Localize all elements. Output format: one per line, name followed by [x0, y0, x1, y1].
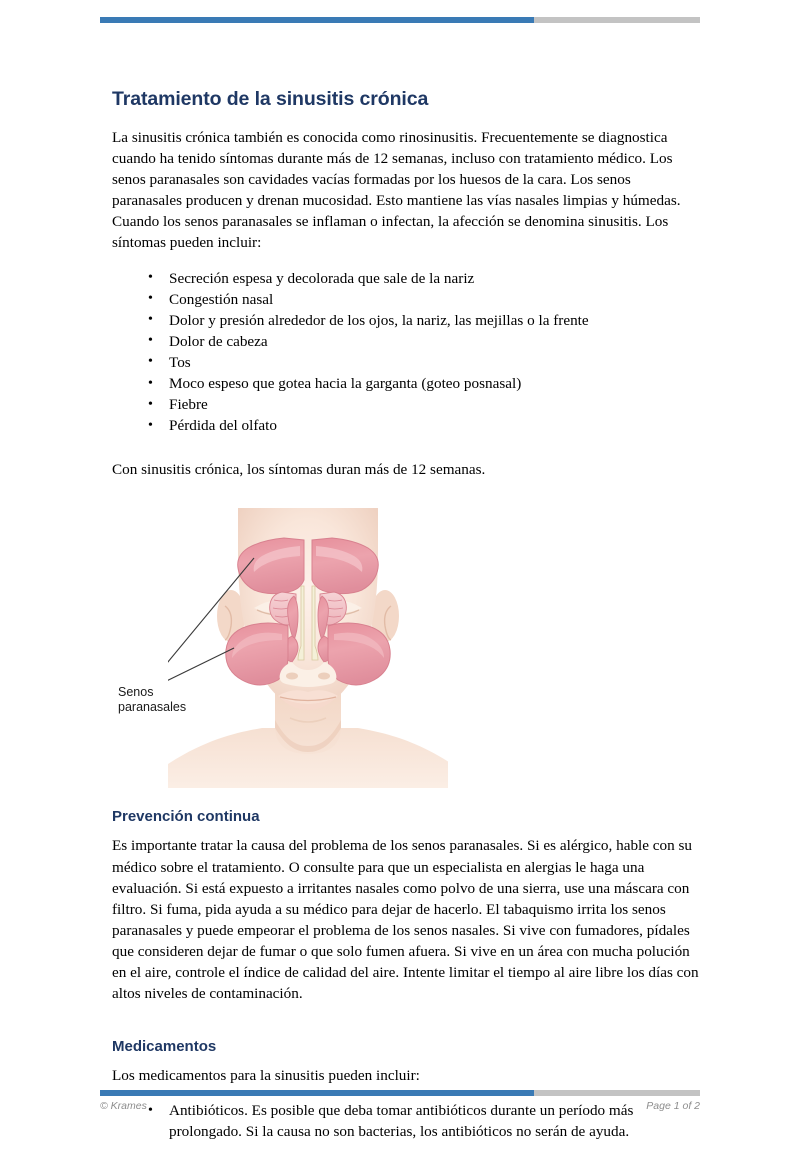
symptoms-list: [112, 268, 704, 437]
page-title: Tratamiento de la sinusitis crónica: [112, 88, 429, 110]
intro-paragraph: La sinusitis crónica también es conocida como rinosinusitis. Frecuentemente se diagnostica cuando ha tenido síntomas durante más de 12 semanas, incluso con tratamiento médico. Los senos paranasales son cavidades vacías formadas por los huesos de la cara. Los senos paranasales producen y drenan mucosidad. Esto mantiene las vías nasales limpias y húmedas. Cuando los senos paranasales se inflaman o infectan, la afección se denomina sinusitis. Los síntomas pueden incluir:: [112, 129, 681, 252]
page-footer: [100, 1100, 700, 1112]
header-rule-track: [534, 17, 700, 23]
figure-clip-group: [148, 496, 452, 788]
page-number: Page 1 of 2: [646, 1100, 700, 1112]
list-item: • Fiebre: [148, 394, 704, 415]
list-item: • Pérdida del olfato: [148, 415, 704, 436]
header-rule-accent: [100, 17, 534, 23]
figure-label-line1: Senos: [118, 685, 154, 700]
list-item: • Secreción espesa y decolorada que sale de la nariz: [148, 268, 704, 289]
nostril-right: [318, 673, 330, 680]
figure-label-line2: paranasales: [118, 700, 187, 715]
head-top-crop: [232, 496, 384, 508]
list-item: • Antibióticos. Es posible que deba tomar antibióticos durante un período más prolongado. Si la causa no son bacterias, los antibióticos no serán de ayuda.: [148, 1100, 704, 1142]
sinus-anatomy-illustration: [112, 496, 704, 788]
list-item: • Congestión nasal: [148, 289, 704, 310]
list-item: • Moco espeso que gotea hacia la garganta (goteo posnasal): [148, 373, 704, 394]
section-heading-medicamentos: Medicamentos: [112, 1038, 217, 1056]
section-paragraph-medicamentos: Los medicamentos para la sinusitis pueden incluir:: [112, 1067, 420, 1085]
section-heading-prevencion: Prevención continua: [112, 808, 260, 826]
sinus-anatomy-figure: [112, 496, 704, 788]
duration-note: Con sinusitis crónica, los síntomas duran más de 12 semanas.: [112, 461, 486, 479]
copyright-text: © Krames: [100, 1100, 147, 1112]
list-item: • Tos: [148, 352, 704, 373]
document-body: [112, 88, 704, 1156]
footer-rule-accent: [100, 1090, 534, 1096]
header-rule: [100, 17, 700, 23]
section-paragraph-prevencion: Es importante tratar la causa del problema de los senos paranasales. Si es alérgico, hable con su médico sobre el tratamiento. O consulte para que un especialista en alergias le haga una evaluación. Si está expuesto a irritantes nasales como polvo de una sierra, use una máscara con filtro. Si fuma, pida ayuda a su médico para dejar de hacerlo. El tabaquismo irrita los senos paranasales y puede empeorar el problema de los senos nasales. Si vive con fumadores, pídales que consideren dejar de fumar o que solo fumen afuera. Si vive en un área con mucha polución en el aire, controle el índice de calidad del aire. Intente limitar el tiempo al aire libre los días con altos niveles de contaminación.: [112, 837, 699, 1003]
footer-rule: [100, 1090, 700, 1096]
nostril-left: [286, 673, 298, 680]
footer-rule-track: [534, 1090, 700, 1096]
list-item: • Dolor de cabeza: [148, 331, 704, 352]
list-item: • Dolor y presión alrededor de los ojos, la nariz, las mejillas o la frente: [148, 310, 704, 331]
